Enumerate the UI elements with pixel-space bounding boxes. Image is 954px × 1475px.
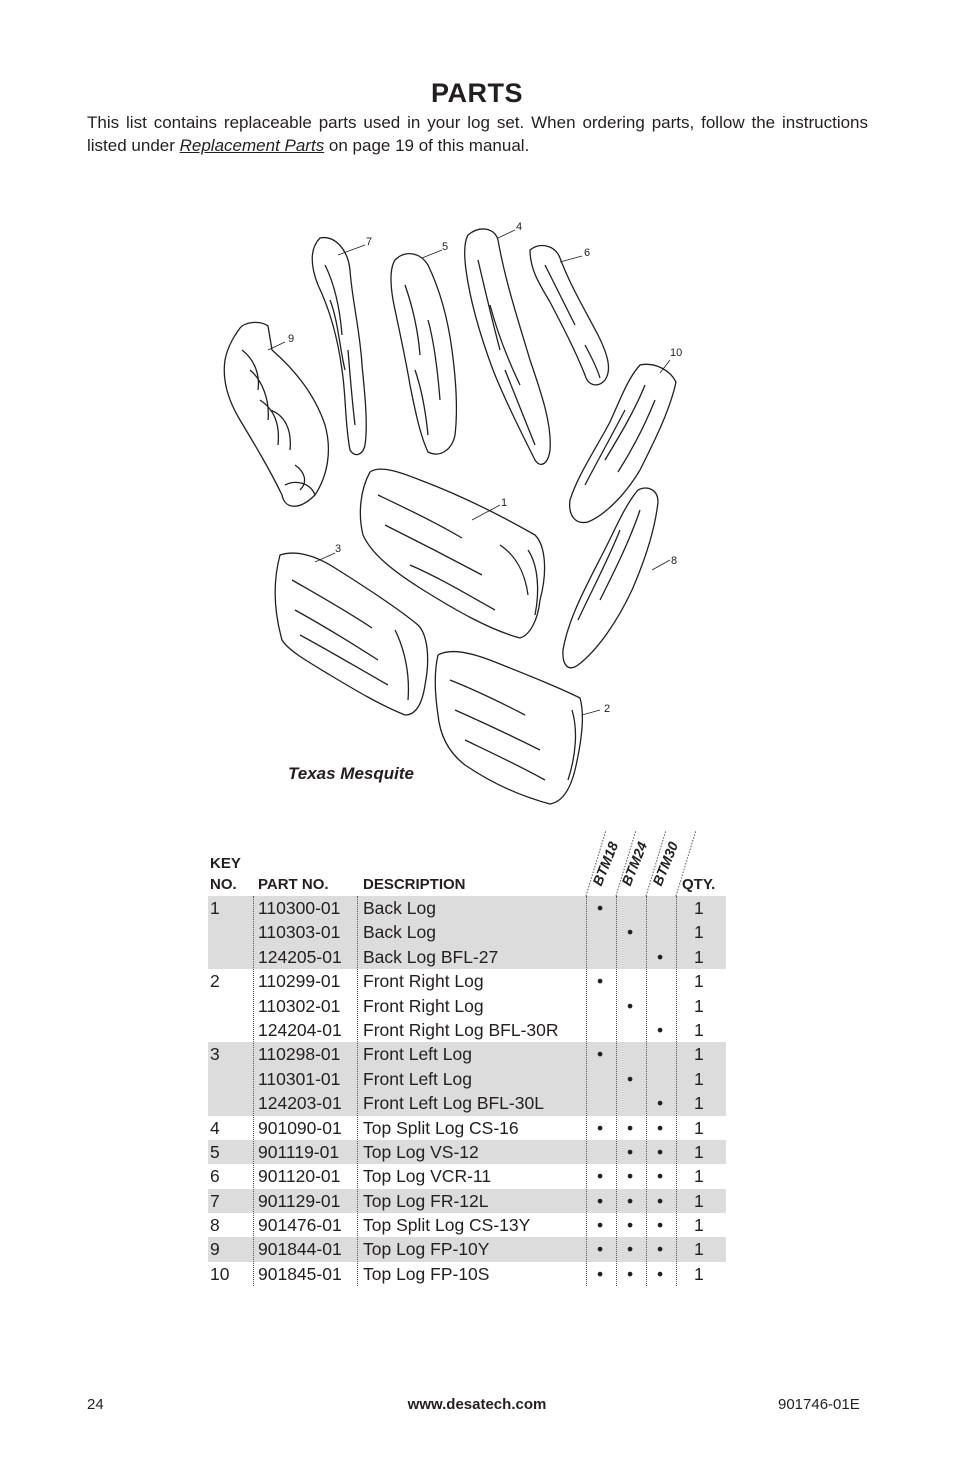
- table-row: [208, 994, 726, 1018]
- website-link[interactable]: www.desatech.com: [407, 1396, 547, 1413]
- cell-desc: Back Log BFL-27: [363, 946, 499, 967]
- cell-desc: Top Log FP-10S: [363, 1263, 490, 1284]
- log-9-drawing: [224, 322, 328, 506]
- cell-desc: Front Left Log BFL-30L: [363, 1093, 544, 1114]
- parts-table: [208, 896, 726, 1286]
- table-row: [208, 1067, 726, 1091]
- table-row: [208, 1018, 726, 1042]
- column-divider: [616, 896, 617, 1286]
- log-7-drawing: [312, 238, 366, 455]
- cell-m1: •: [597, 1117, 604, 1138]
- cell-part: 110299-01: [258, 971, 341, 992]
- cell-qty: 1: [694, 1068, 704, 1089]
- document-number: 901746-01E: [778, 1396, 860, 1413]
- callout-10: 10: [670, 347, 683, 359]
- cell-desc: Front Left Log: [363, 1044, 472, 1065]
- cell-desc: Top Log VCR-11: [363, 1166, 492, 1187]
- table-row: [208, 1164, 726, 1188]
- cell-part: 110300-01: [258, 898, 341, 918]
- header-key: [210, 853, 241, 895]
- header-btm18: BTM18: [589, 839, 622, 888]
- cell-qty: 1: [694, 995, 704, 1016]
- cell-m1: •: [597, 898, 604, 918]
- cell-key: 1: [210, 898, 220, 918]
- cell-key: 10: [210, 1263, 230, 1284]
- cell-m2: •: [627, 1263, 634, 1284]
- log-set-illustration: [200, 210, 720, 810]
- cell-m2: •: [627, 1190, 634, 1211]
- cell-desc: Front Right Log: [363, 971, 484, 992]
- cell-desc: Back Log: [363, 898, 436, 918]
- cell-key: 6: [210, 1166, 220, 1187]
- header-key-line2: NO.: [210, 876, 237, 893]
- column-divider: [357, 896, 358, 1286]
- header-qty: QTY.: [682, 876, 716, 893]
- cell-m3: •: [657, 1141, 664, 1162]
- table-row: [208, 1189, 726, 1213]
- table-row: [208, 945, 726, 969]
- log-2-drawing: [435, 651, 582, 804]
- callout-5: 5: [442, 241, 449, 253]
- cell-desc: Top Split Log CS-13Y: [363, 1215, 531, 1236]
- callout-1: 1: [501, 497, 508, 509]
- cell-part: 901476-01: [258, 1215, 342, 1236]
- cell-part: 124203-01: [258, 1093, 342, 1114]
- cell-m3: •: [657, 1215, 664, 1236]
- cell-m1: •: [597, 1239, 604, 1260]
- cell-qty: 1: [694, 1019, 704, 1040]
- cell-m3: •: [657, 1263, 664, 1284]
- cell-m2: •: [627, 1117, 634, 1138]
- cell-m1: •: [597, 1044, 604, 1065]
- cell-qty: 1: [694, 898, 704, 918]
- cell-part: 901090-01: [258, 1117, 342, 1138]
- cell-m3: •: [657, 1117, 664, 1138]
- callout-7: 7: [366, 236, 373, 248]
- header-btm30: BTM30: [649, 839, 682, 888]
- intro-text-end: on page 19 of this manual.: [324, 136, 530, 155]
- cell-m2: •: [627, 1068, 634, 1089]
- cell-qty: 1: [694, 946, 704, 967]
- log-8-drawing: [563, 488, 658, 668]
- cell-key: 8: [210, 1215, 220, 1236]
- intro-paragraph: [87, 111, 868, 157]
- cell-m3: •: [657, 1019, 664, 1040]
- table-row: [208, 969, 726, 993]
- cell-desc: Top Log FR-12L: [363, 1190, 489, 1211]
- cell-m2: •: [627, 1166, 634, 1187]
- log-1-drawing: [360, 469, 544, 638]
- cell-desc: Top Split Log CS-16: [363, 1117, 519, 1138]
- cell-m3: •: [657, 1239, 664, 1260]
- cell-qty: 1: [694, 1141, 704, 1162]
- callout-leader-lines: [268, 230, 670, 715]
- replacement-parts-link[interactable]: Replacement Parts: [179, 136, 325, 155]
- cell-m3: •: [657, 1166, 664, 1187]
- cell-key: 9: [210, 1239, 220, 1260]
- cell-m2: •: [627, 1141, 634, 1162]
- table-row: [208, 1262, 726, 1286]
- page-number: 24: [87, 1396, 104, 1413]
- log-10-drawing: [570, 364, 676, 522]
- log-4-drawing: [465, 229, 551, 464]
- cell-m1: •: [597, 1263, 604, 1284]
- figure-caption: Texas Mesquite: [288, 764, 414, 783]
- table-row: [208, 920, 726, 944]
- cell-part: 901120-01: [258, 1166, 341, 1187]
- cell-m2: •: [627, 995, 634, 1016]
- cell-qty: 1: [694, 1263, 704, 1284]
- callout-2: 2: [604, 703, 611, 715]
- cell-qty: 1: [694, 1239, 704, 1260]
- cell-m3: •: [657, 946, 664, 967]
- table-row: [208, 1116, 726, 1140]
- cell-key: 3: [210, 1044, 220, 1065]
- cell-part: 901119-01: [258, 1141, 340, 1162]
- cell-part: 901845-01: [258, 1263, 342, 1284]
- callout-9: 9: [288, 333, 295, 345]
- cell-part: 110303-01: [258, 922, 341, 943]
- table-row: [208, 1213, 726, 1237]
- cell-key: 7: [210, 1190, 220, 1211]
- cell-qty: 1: [694, 922, 704, 943]
- header-part-no: PART NO.: [258, 876, 329, 893]
- cell-part: 124205-01: [258, 946, 342, 967]
- cell-qty: 1: [694, 1093, 704, 1114]
- header-key-line1: KEY: [210, 855, 241, 872]
- cell-m1: •: [597, 1166, 604, 1187]
- table-row: [208, 1140, 726, 1164]
- table-row: [208, 1091, 726, 1115]
- cell-desc: Front Right Log: [363, 995, 484, 1016]
- table-row: [208, 896, 726, 920]
- callout-8: 8: [671, 555, 678, 567]
- cell-m2: •: [627, 1215, 634, 1236]
- cell-desc: Top Log FP-10Y: [363, 1239, 490, 1260]
- cell-qty: 1: [694, 971, 704, 992]
- cell-part: 124204-01: [258, 1019, 342, 1040]
- cell-desc: Top Log VS-12: [363, 1141, 479, 1162]
- cell-desc: Front Left Log: [363, 1068, 472, 1089]
- callout-4: 4: [516, 221, 523, 233]
- column-divider: [676, 896, 677, 1286]
- cell-key: 4: [210, 1117, 220, 1138]
- header-separators: [580, 828, 710, 898]
- callout-3: 3: [335, 543, 342, 555]
- cell-m3: •: [657, 1190, 664, 1211]
- cell-key: 2: [210, 971, 220, 992]
- log-5-drawing: [391, 254, 456, 454]
- cell-m1: •: [597, 1215, 604, 1236]
- log-6-drawing: [530, 246, 609, 385]
- cell-qty: 1: [694, 1215, 704, 1236]
- callout-6: 6: [584, 247, 591, 259]
- cell-part: 901844-01: [258, 1239, 342, 1260]
- cell-desc: Back Log: [363, 922, 436, 943]
- cell-qty: 1: [694, 1190, 704, 1211]
- cell-m1: •: [597, 971, 604, 992]
- cell-qty: 1: [694, 1166, 704, 1187]
- cell-part: 110302-01: [258, 995, 341, 1016]
- header-btm24: BTM24: [618, 839, 651, 888]
- cell-key: 5: [210, 1141, 220, 1162]
- cell-part: 110298-01: [258, 1044, 341, 1065]
- cell-m2: •: [627, 922, 634, 943]
- cell-m2: •: [627, 1239, 634, 1260]
- table-row: [208, 1042, 726, 1066]
- cell-qty: 1: [694, 1044, 704, 1065]
- column-divider: [253, 896, 254, 1286]
- cell-qty: 1: [694, 1117, 704, 1138]
- page-title: PARTS: [430, 78, 523, 108]
- column-divider: [646, 896, 647, 1286]
- cell-desc: Front Right Log BFL-30R: [363, 1019, 559, 1040]
- intro-text-start: This list contains replaceable parts used in your log set. When ordering parts, follow the instructions listed under: [87, 113, 868, 155]
- cell-part: 901129-01: [258, 1190, 341, 1211]
- table-row: [208, 1237, 726, 1261]
- column-divider: [586, 896, 587, 1286]
- cell-m1: •: [597, 1190, 604, 1211]
- cell-part: 110301-01: [258, 1068, 341, 1089]
- header-description: DESCRIPTION: [363, 876, 466, 893]
- cell-m3: •: [657, 1093, 664, 1114]
